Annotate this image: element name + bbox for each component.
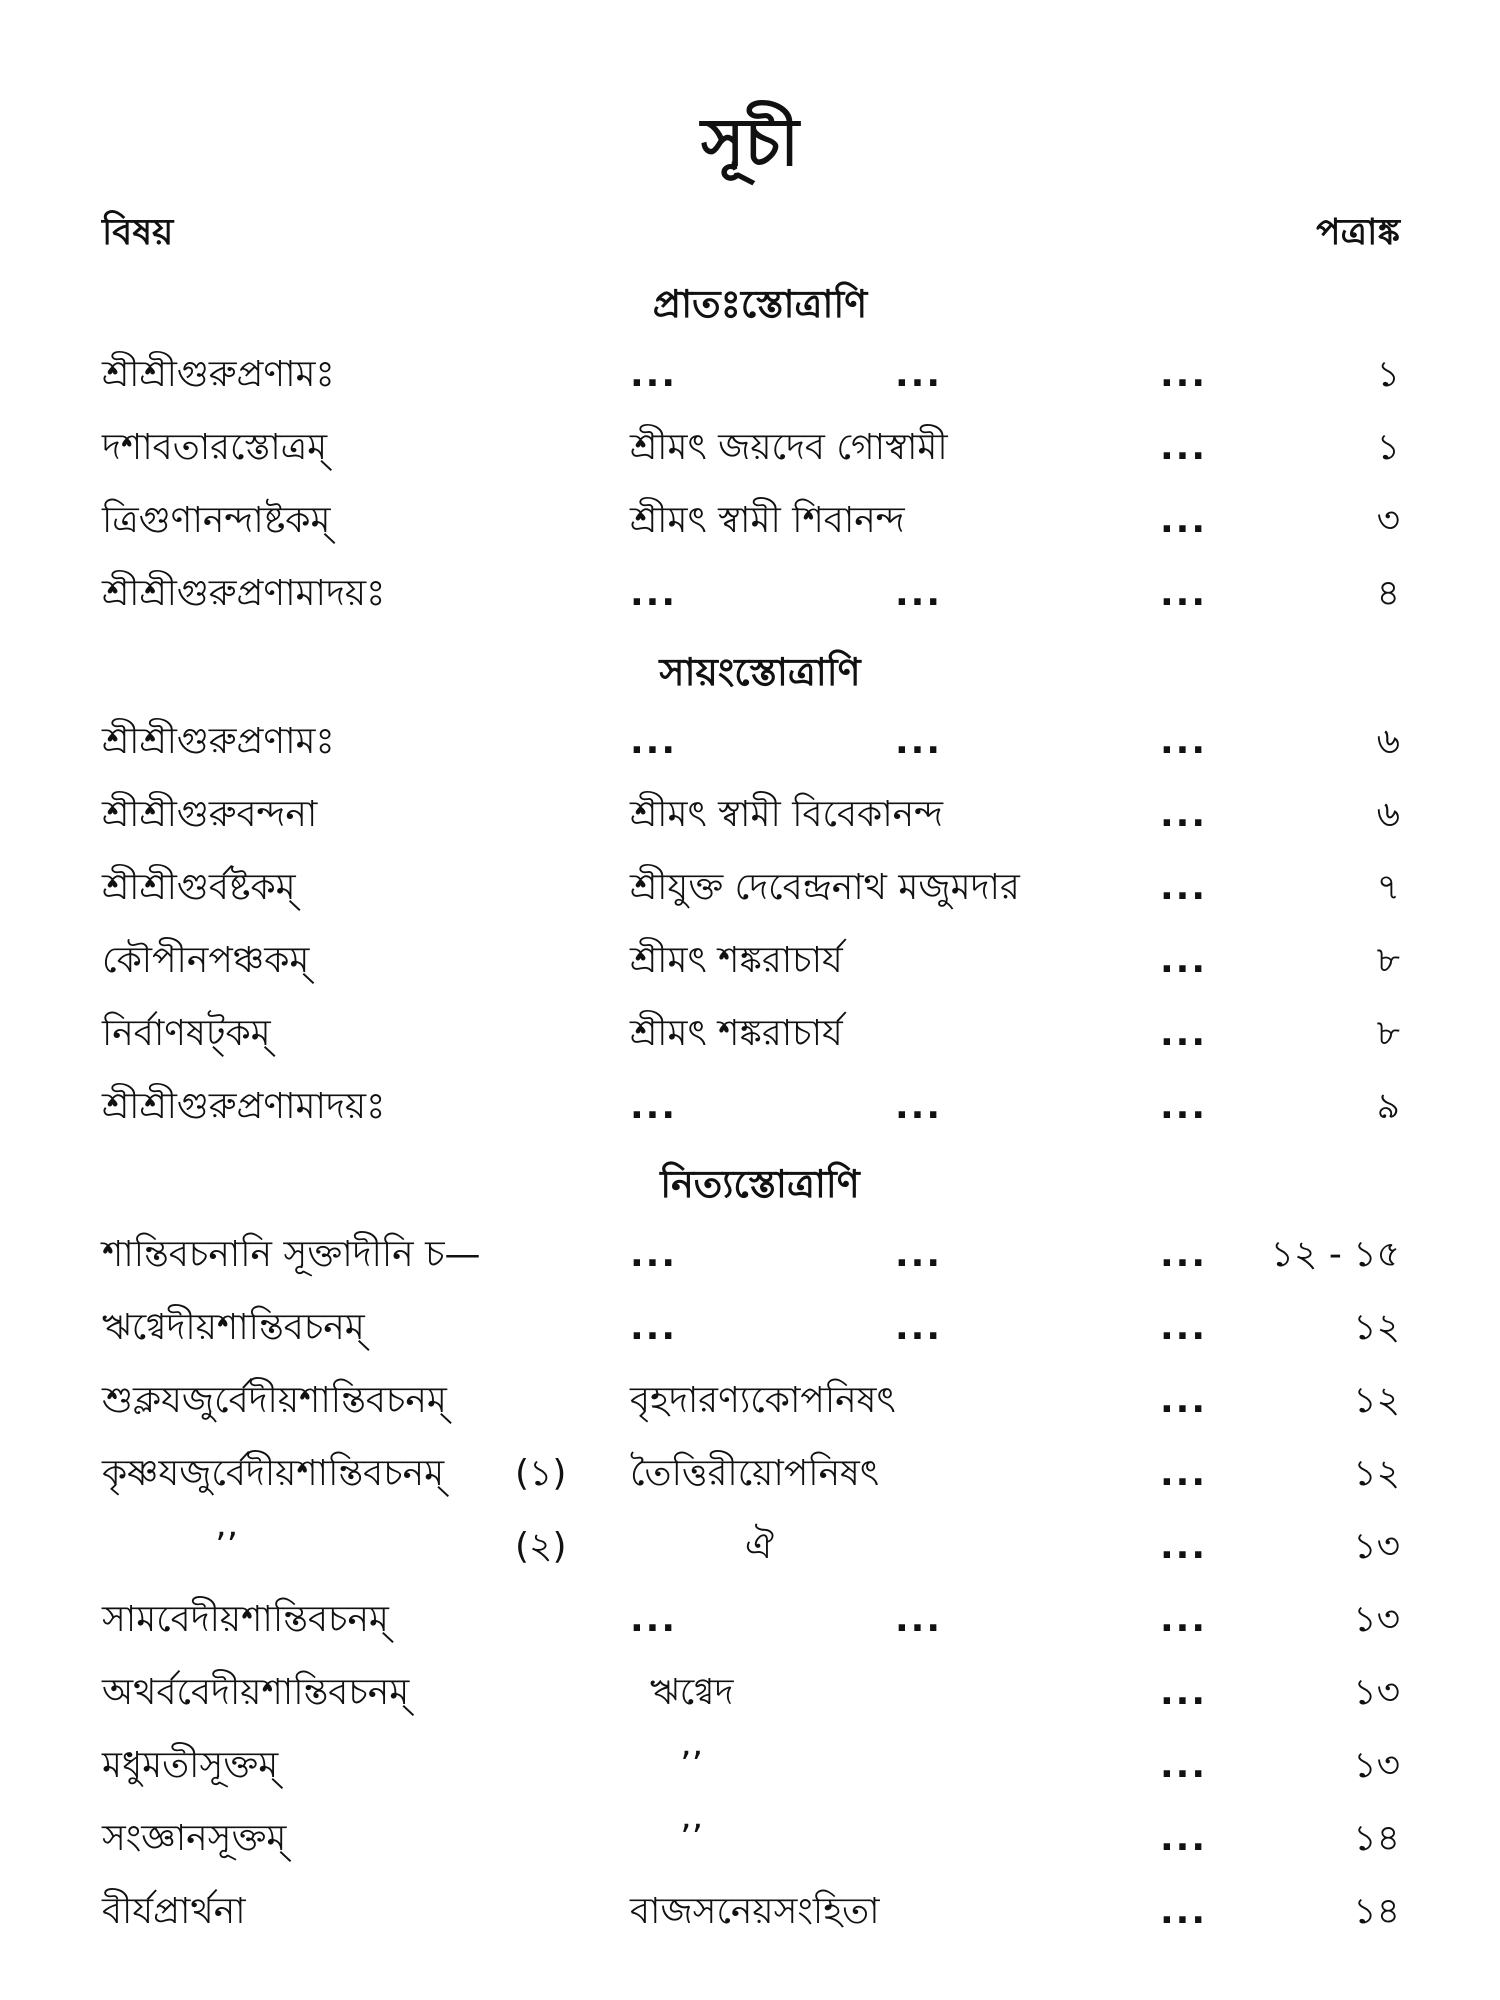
entry-subject: সামবেদীয়শান্তিবচনম্ (102, 1599, 389, 1640)
entry-page-number: ১৪ (1353, 1891, 1400, 1932)
entry-subject: সংজ্ঞানসূক্তম্ (102, 1818, 287, 1859)
leader-dots: ... (895, 573, 943, 614)
entry-page-number: ৪ (1376, 573, 1400, 614)
entry-page-number: ১৪ (1353, 1818, 1400, 1859)
entry-variant-number: (১) (515, 1453, 567, 1494)
page-column-header: পত্রাঙ্ক (1316, 212, 1400, 253)
entry-page-number: ১২ (1353, 1380, 1400, 1421)
entry-author: শ্রীমৎ স্বামী বিবেকানন্দ (630, 794, 944, 835)
entry-page-number: ৬ (1376, 721, 1400, 762)
leader-dots: ... (1160, 1818, 1208, 1859)
toc-row[interactable] (0, 1225, 1500, 1285)
leader-dots: ... (1160, 573, 1208, 614)
entry-variant-number: (২) (515, 1526, 567, 1567)
section-heading-daily: নিত্যস্তোত্রাণি (660, 1162, 860, 1206)
leader-dots: ... (1160, 1234, 1208, 1275)
toc-row[interactable] (0, 564, 1500, 624)
leader-dots: ... (1160, 1599, 1208, 1640)
subject-column-header: বিষয় (102, 212, 174, 253)
entry-author: শ্রীযুক্ত দেবেন্দ্রনাথ মজুমদার (630, 867, 1020, 908)
leader-dots: ... (1160, 1891, 1208, 1932)
leader-dots: ... (1160, 867, 1208, 908)
entry-page-number: ১ (1376, 354, 1400, 395)
toc-row[interactable] (0, 785, 1500, 845)
entry-subject: শ্রীশ্রীগুরুপ্রণামাদয়ঃ (102, 573, 386, 614)
leader-dots: ... (630, 721, 678, 762)
toc-row[interactable] (0, 1298, 1500, 1358)
leader-dots: ... (895, 721, 943, 762)
leader-dots: ... (630, 354, 678, 395)
leader-dots: ... (895, 354, 943, 395)
leader-dots: ... (1160, 1526, 1208, 1567)
entry-author-ditto: ঐ (745, 1526, 774, 1567)
leader-dots: ... (1160, 1745, 1208, 1786)
entry-page-number: ৬ (1376, 794, 1400, 835)
leader-dots: ... (1160, 940, 1208, 981)
leader-dots: ... (630, 1307, 678, 1348)
entry-page-number: ১৩ (1353, 1672, 1400, 1713)
entry-subject: শ্রীশ্রীগুরুবন্দনা (102, 794, 318, 835)
leader-dots: ... (1160, 794, 1208, 835)
toc-row[interactable] (0, 931, 1500, 991)
entry-author: বাজসনেয়সংহিতা (630, 1891, 880, 1932)
toc-row[interactable] (0, 1077, 1500, 1137)
leader-dots: ... (1160, 1380, 1208, 1421)
toc-row[interactable] (0, 345, 1500, 405)
entry-page-number: ৩ (1376, 500, 1400, 541)
section-heading-evening: সায়ংস্তোত্রাণি (659, 650, 861, 694)
entry-subject: বীর্যপ্রার্থনা (102, 1891, 246, 1932)
leader-dots: ... (630, 1599, 678, 1640)
entry-subject: নির্বাণষট্কম্ (102, 1013, 271, 1054)
entry-subject: ত্রিগুণানন্দাষ্টকম্ (102, 500, 331, 541)
ditto-mark: ’’ (680, 1818, 703, 1859)
leader-dots: ... (630, 1234, 678, 1275)
entry-author: তৈত্তিরীয়োপনিষৎ (630, 1453, 880, 1494)
toc-row[interactable] (0, 1590, 1500, 1650)
entry-subject: শ্রীশ্রীগুরুপ্রণামঃ (102, 721, 335, 762)
entry-page-number: ৮ (1376, 940, 1400, 981)
leader-dots: ... (1160, 500, 1208, 541)
page-title: সূচী (700, 104, 800, 181)
leader-dots: ... (630, 573, 678, 614)
leader-dots: ... (1160, 1307, 1208, 1348)
leader-dots: ... (1160, 1672, 1208, 1713)
entry-subject: দশাবতারস্তোত্রম্ (102, 427, 328, 468)
leader-dots: ... (1160, 1086, 1208, 1127)
entry-page-number: ১২ - ১৫ (1270, 1234, 1400, 1275)
entry-subject: কৌপীনপঞ্চকম্ (102, 940, 310, 981)
entry-subject: মধুমতীসূক্তম্ (102, 1745, 279, 1786)
leader-dots: ... (1160, 354, 1208, 395)
entry-author: শ্রীমৎ শঙ্করাচার্য (630, 1013, 843, 1054)
toc-row[interactable] (0, 858, 1500, 918)
entry-subject: শ্রীশ্রীগুরুপ্রণামাদয়ঃ (102, 1086, 386, 1127)
entry-author: ঋগ্বেদ (650, 1672, 734, 1713)
entry-subject: শান্তিবচনানি সূক্তাদীনি চ— (102, 1234, 481, 1275)
ditto-mark: ’’ (680, 1745, 703, 1786)
toc-row[interactable] (0, 491, 1500, 551)
entry-author: শ্রীমৎ জয়দেব গোস্বামী (630, 427, 948, 468)
leader-dots: ... (895, 1307, 943, 1348)
entry-author: বৃহদারণ্যকোপনিষৎ (630, 1380, 896, 1421)
leader-dots: ... (1160, 427, 1208, 468)
toc-row[interactable] (0, 1882, 1500, 1942)
entry-page-number: ১৩ (1353, 1599, 1400, 1640)
entry-subject: কৃষ্ণযজুর্বেদীয়শান্তিবচনম্ (102, 1453, 445, 1494)
leader-dots: ... (895, 1234, 943, 1275)
leader-dots: ... (895, 1086, 943, 1127)
entry-page-number: ১৩ (1353, 1745, 1400, 1786)
toc-row[interactable] (0, 1663, 1500, 1723)
entry-page-number: ৭ (1376, 867, 1400, 908)
toc-row[interactable] (0, 1809, 1500, 1869)
leader-dots: ... (630, 1086, 678, 1127)
toc-row[interactable] (0, 1371, 1500, 1431)
entry-page-number: ১৩ (1353, 1526, 1400, 1567)
entry-page-number: ১ (1376, 427, 1400, 468)
leader-dots: ... (1160, 1453, 1208, 1494)
entry-subject: শ্রীশ্রীগুরুপ্রণামঃ (102, 354, 335, 395)
leader-dots: ... (895, 1599, 943, 1640)
entry-author: শ্রীমৎ স্বামী শিবানন্দ (630, 500, 905, 541)
toc-row[interactable] (0, 712, 1500, 772)
entry-page-number: ৯ (1376, 1086, 1400, 1127)
entry-subject: অথর্ববেদীয়শান্তিবচনম্ (102, 1672, 410, 1713)
toc-row[interactable] (0, 1736, 1500, 1796)
toc-row[interactable] (0, 1517, 1500, 1577)
toc-row[interactable] (0, 418, 1500, 478)
leader-dots: ... (1160, 721, 1208, 762)
entry-page-number: ১২ (1353, 1307, 1400, 1348)
entry-subject: শ্রীশ্রীগুর্বষ্টকম্ (102, 867, 296, 908)
entry-page-number: ৮ (1376, 1013, 1400, 1054)
ditto-mark: ’’ (215, 1526, 238, 1567)
entry-author: শ্রীমৎ শঙ্করাচার্য (630, 940, 843, 981)
toc-row[interactable] (0, 1444, 1500, 1504)
leader-dots: ... (1160, 1013, 1208, 1054)
entry-subject: ঋগ্বেদীয়শান্তিবচনম্ (102, 1307, 365, 1348)
section-heading-morning: প্রাতঃস্তোত্রাণি (652, 282, 868, 326)
toc-row[interactable] (0, 1004, 1500, 1064)
entry-page-number: ১২ (1353, 1453, 1400, 1494)
entry-subject: শুক্লযজুর্বেদীয়শান্তিবচনম্ (102, 1380, 447, 1421)
